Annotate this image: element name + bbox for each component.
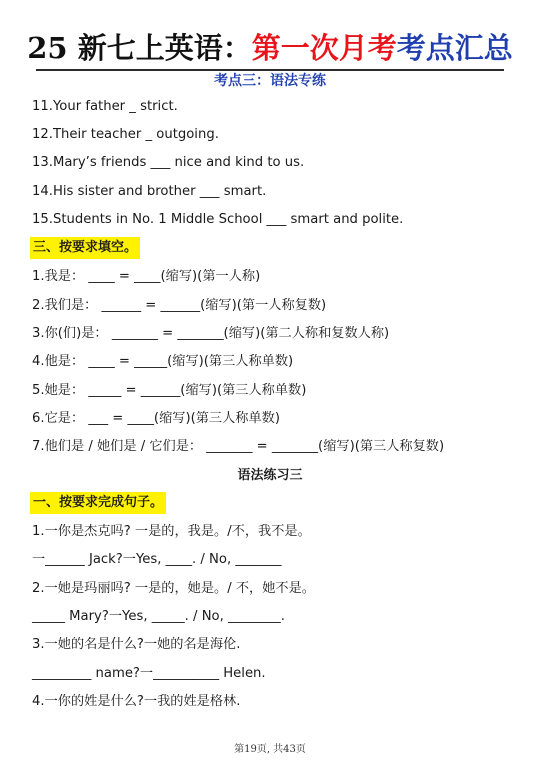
exercise-line: 4.一你的姓是什么?一我的姓是格林. (32, 694, 241, 709)
exercise-line: 6.它是： ___ = ____(缩写)(第三人称单数) (32, 411, 281, 426)
exercise-line: 5.她是： _____ = ______(缩写)(第三人称单数) (32, 383, 307, 398)
exercise-line: 1.一你是杰克吗? 一是的，我是。/不，我不是。 (32, 524, 311, 539)
practice-title: 语法练习三 (237, 468, 303, 483)
exercise-line: 4.他是： ____ = _____(缩写)(第三人称单数) (32, 354, 294, 369)
exercise-line: 一______ Jack?一Yes, ____. / No, _______ (32, 552, 282, 567)
exercise-line: 11.Your father _ strict. (32, 99, 178, 114)
exercise-line: 2.一她是玛丽吗? 一是的，她是。/ 不，她不是。 (32, 581, 315, 596)
exercise-line: 14.His sister and brother ___ smart. (32, 184, 267, 199)
exercise-line: _________ name?一__________ Helen. (32, 666, 266, 681)
title-part-exam: 第一次月考 (251, 31, 397, 65)
exercise-line: 1.我是： ____ = ____(缩写)(第一人称) (32, 269, 261, 284)
page-number: 第19页, 共43页 (234, 744, 306, 755)
title-part-summary: 考点汇总 (396, 31, 513, 65)
exercise-line: _____ Mary?一Yes, _____. / No, ________. (32, 609, 285, 624)
exercise-line: 7.他们是 / 她们是 / 它们是： _______ = _______(缩写)(第三人称复数) (32, 439, 445, 454)
exercise-line: 3.你(们)是： _______ = _______(缩写)(第二人称和复数人称) (32, 326, 390, 341)
exercise-line: 12.Their teacher _ outgoing. (32, 127, 219, 142)
exercise-line: 3.一她的名是什么?一她的名是海伦. (32, 637, 241, 652)
title-part-course: 25 新七上英语： (27, 31, 252, 65)
section-heading-complete-sentences: 一、按要求完成句子。 (30, 492, 166, 514)
page-title (0, 28, 540, 68)
section-subtitle: 考点三：语法专练 (214, 73, 326, 89)
exercise-line: 13.Mary’s friends ___ nice and kind to us. (32, 155, 305, 170)
section-heading-fill-in: 三、按要求填空。 (30, 237, 140, 259)
exercise-line: 2.我们是： ______ = ______(缩写)(第一人称复数) (32, 298, 327, 313)
exercise-line: 15.Students in No. 1 Middle School ___ smart and polite. (32, 212, 404, 227)
